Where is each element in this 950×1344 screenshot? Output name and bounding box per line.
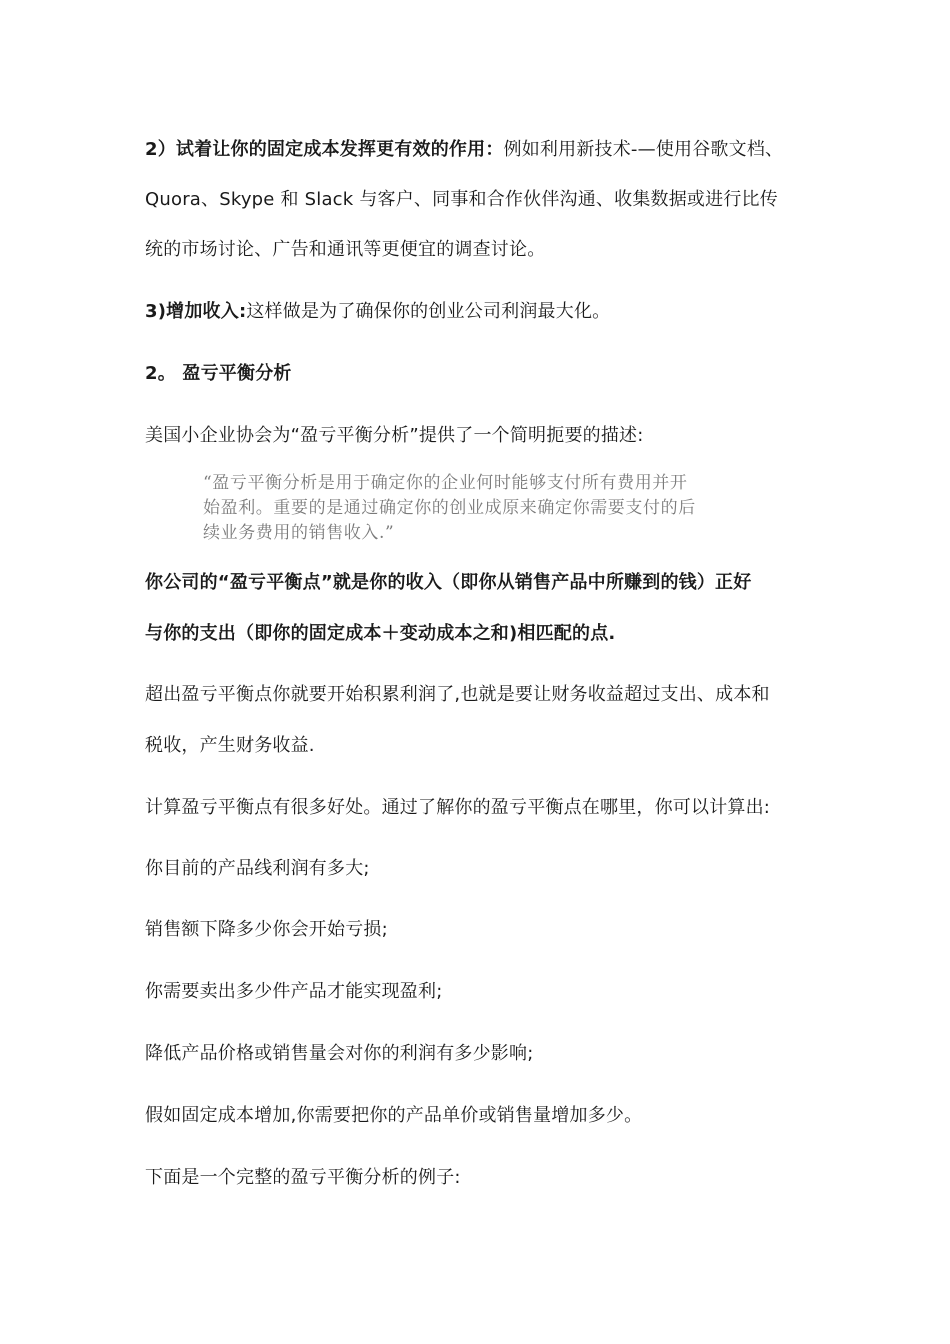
benefits-intro: 计算盈亏平衡点有很多好处。通过了解你的盈亏平衡点在哪里，你可以计算出: — [145, 797, 771, 818]
list-item: 降低产品价格或销售量会对你的利润有多少影响; — [145, 1043, 534, 1064]
example-intro: 下面是一个完整的盈亏平衡分析的例子: — [145, 1167, 461, 1188]
section-heading-breakeven: 2。 盈亏平衡分析 — [145, 363, 292, 384]
exceed-breakeven-line-2: 税收，产生财务收益. — [145, 735, 315, 756]
paragraph-increase-revenue — [145, 300, 610, 324]
quote-line-1: “盈亏平衡分析是用于确定你的企业何时能够支付所有费用并开 — [203, 473, 688, 493]
list-item: 你目前的产品线利润有多大; — [145, 858, 370, 879]
paragraph-fixed-cost-line3: 统的市场讨论、广告和通讯等更便宜的调查讨论。 — [145, 239, 546, 260]
paragraph-fixed-cost-line2: Quora、Skype 和 Slack 与客户、同事和合作伙伴沟通、收集数据或进行比传 — [145, 189, 778, 210]
increase-revenue-heading: 3)增加收入: — [145, 301, 247, 322]
exceed-breakeven-line-1: 超出盈亏平衡点你就要开始积累利润了,也就是要让财务收益超过支出、成本和 — [145, 684, 770, 705]
paragraph-sba-intro: 美国小企业协会为“盈亏平衡分析”提供了一个简明扼要的描述: — [145, 425, 644, 446]
quote-line-3: 续业务费用的销售收入.” — [203, 523, 395, 543]
quote-line-2: 始盈利。重要的是通过确定你的创业成原来确定你需要支付的后 — [203, 498, 696, 518]
list-item: 你需要卖出多少件产品才能实现盈利; — [145, 981, 443, 1002]
paragraph-fixed-cost-line1 — [145, 138, 783, 162]
list-item: 假如固定成本增加,你需要把你的产品单价或销售量增加多少。 — [145, 1105, 643, 1126]
increase-revenue-text: 这样做是为了确保你的创业公司利润最大化。 — [246, 301, 611, 322]
definition-line-2: 与你的支出（即你的固定成本＋变动成本之和)相匹配的点. — [145, 623, 616, 644]
definition-line-1: 你公司的“盈亏平衡点”就是你的收入（即你从销售产品中所赚到的钱）正好 — [145, 572, 752, 593]
fixed-cost-heading: 2）试着让你的固定成本发挥更有效的作用： — [145, 139, 504, 160]
list-item: 销售额下降多少你会开始亏损; — [145, 919, 388, 940]
fixed-cost-text: 例如利用新技术-—使用谷歌文档、 — [503, 139, 784, 160]
